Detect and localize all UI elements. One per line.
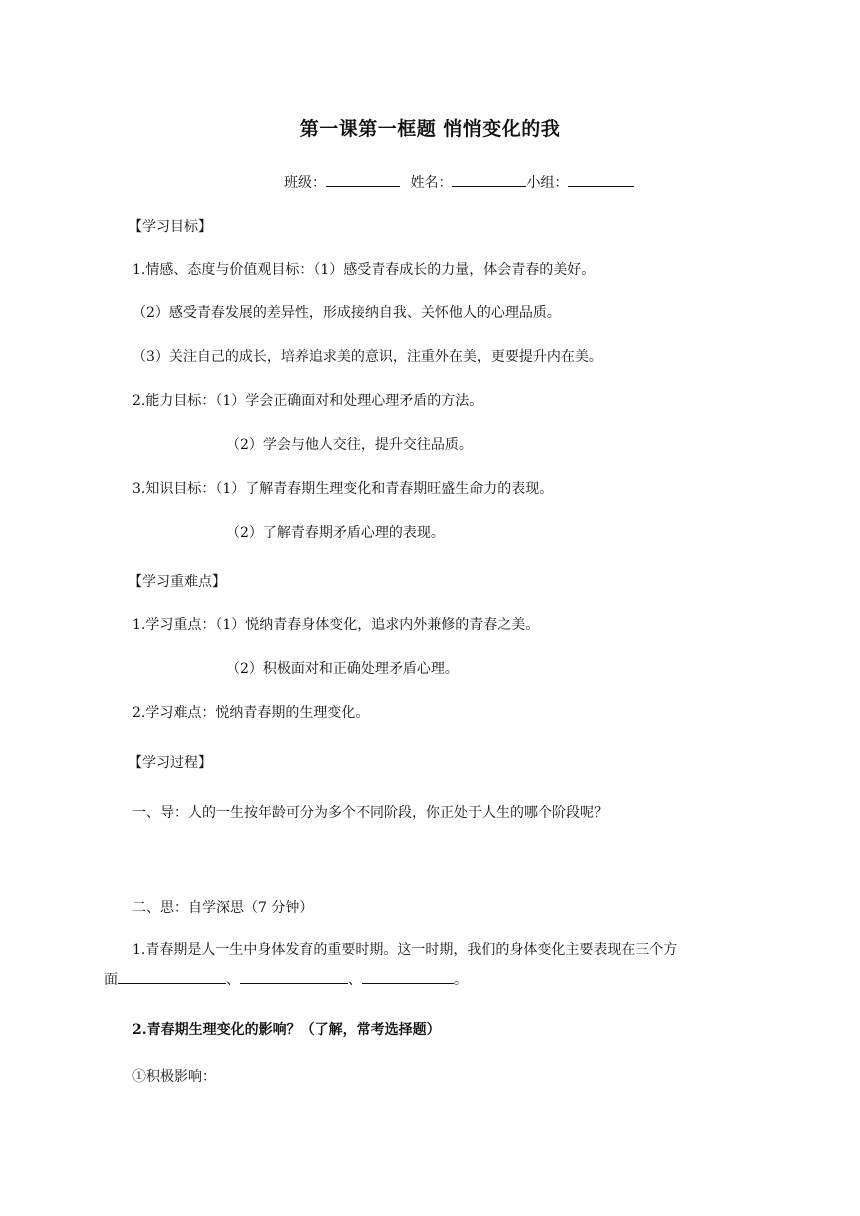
keypoint-1-2: （2）积极面对和正确处理矛盾心理。 xyxy=(226,661,459,677)
goal-2: 2.能力目标：（1）学会正确面对和处理心理矛盾的方法。 xyxy=(132,393,484,409)
question-2: 2.青春期生理变化的影响？（了解，常考选择题） xyxy=(132,1022,441,1038)
question-1-sep-1: 、 xyxy=(226,972,240,988)
question-1-sep-2: 、 xyxy=(348,972,362,988)
goal-1: 1.情感、态度与价值观目标：（1）感受青春成长的力量，体会青春的美好。 xyxy=(132,262,596,278)
group-label: 小组： xyxy=(526,175,569,191)
answer-blank-1 xyxy=(118,969,226,984)
student-info-line xyxy=(284,172,634,192)
question-2-positive: ①积极影响： xyxy=(132,1069,216,1085)
answer-blank-3 xyxy=(362,969,454,984)
process-heading: 【学习过程】 xyxy=(128,755,212,771)
process-think: 二、思：自学深思（7 分钟） xyxy=(132,900,314,916)
goals-heading: 【学习目标】 xyxy=(128,219,212,235)
class-blank xyxy=(326,172,400,187)
question-1-line-1: 1.青春期是人一生中身体发育的重要时期。这一时期，我们的身体变化主要表现在三个方 xyxy=(132,942,678,958)
name-label: 姓名： xyxy=(410,175,453,191)
process-intro: 一、导：人的一生按年龄可分为多个不同阶段，你正处于人生的哪个阶段呢？ xyxy=(132,805,608,821)
keypoints-heading: 【学习重难点】 xyxy=(128,574,226,590)
answer-blank-2 xyxy=(240,969,348,984)
keypoint-2: 2.学习难点：悦纳青春期的生理变化。 xyxy=(132,705,370,721)
question-1-line-2 xyxy=(104,969,468,989)
goal-3: 3.知识目标：（1）了解青春期生理变化和青春期旺盛生命力的表现。 xyxy=(132,481,554,497)
goal-3-2: （2）了解青春期矛盾心理的表现。 xyxy=(226,525,445,541)
name-blank xyxy=(452,172,526,187)
group-blank xyxy=(568,172,634,187)
goal-1-3: （3）关注自己的成长，培养追求美的意识，注重外在美，更要提升内在美。 xyxy=(132,349,603,365)
class-label: 班级： xyxy=(284,175,326,191)
question-1-end: 。 xyxy=(454,972,468,988)
goal-1-2: （2）感受青春发展的差异性，形成接纳自我、关怀他人的心理品质。 xyxy=(132,305,561,321)
goal-2-2: （2）学会与他人交往，提升交往品质。 xyxy=(226,437,473,453)
keypoint-1: 1.学习重点：（1）悦纳青春身体变化，追求内外兼修的青春之美。 xyxy=(132,617,540,633)
question-1-prefix: 面 xyxy=(104,972,118,988)
page-title: 第一课第一框题 悄悄变化的我 xyxy=(299,118,561,140)
